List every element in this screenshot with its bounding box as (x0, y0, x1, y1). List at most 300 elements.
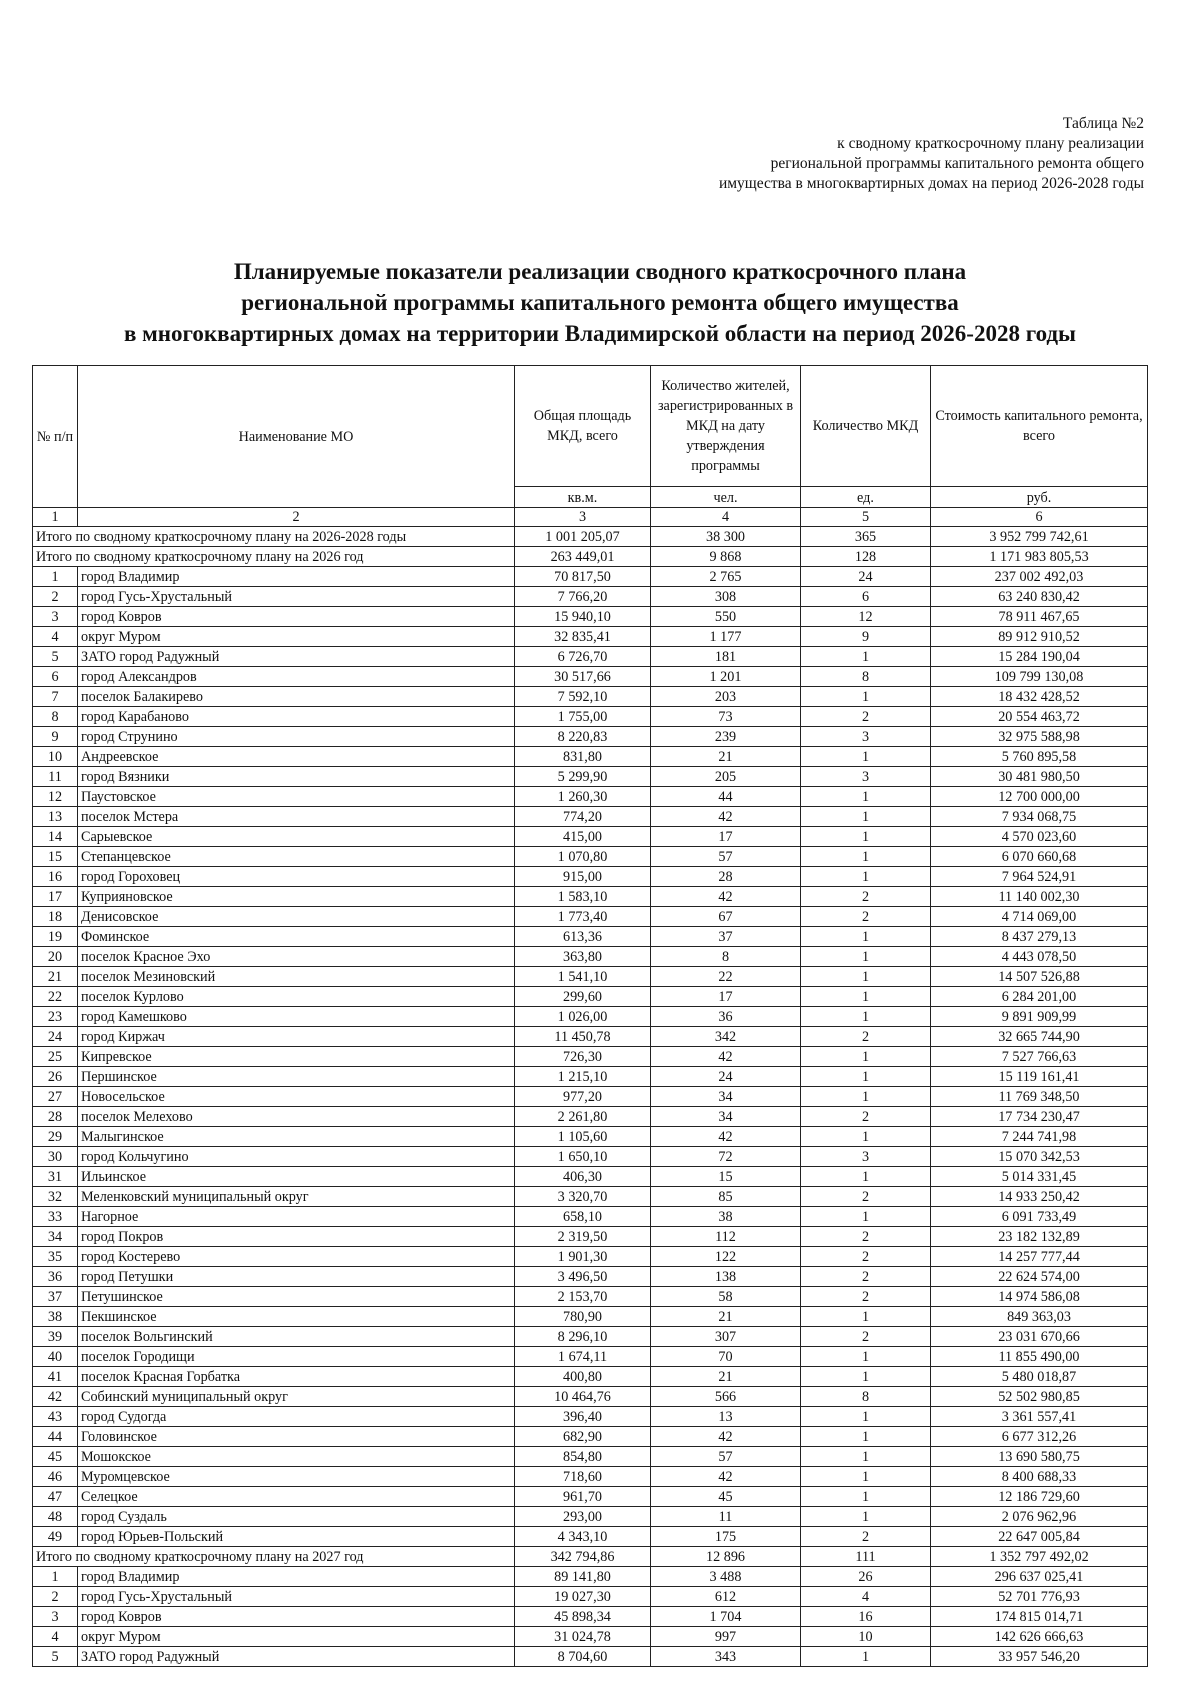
municipality-name: Паустовское (78, 787, 515, 807)
cost-value: 52 502 980,85 (931, 1387, 1148, 1407)
row-number: 23 (33, 1007, 78, 1027)
cost-value: 7 244 741,98 (931, 1127, 1148, 1147)
row-number: 6 (33, 667, 78, 687)
buildings-count-value: 1 (801, 1467, 931, 1487)
buildings-count-value: 1 (801, 1047, 931, 1067)
col-number: 4 (651, 508, 801, 527)
row-number: 43 (33, 1407, 78, 1427)
row-number: 4 (33, 627, 78, 647)
residents-value: 21 (651, 1307, 801, 1327)
residents-value: 36 (651, 1007, 801, 1027)
cost-value: 18 432 428,52 (931, 687, 1148, 707)
residents-value: 44 (651, 787, 801, 807)
area-value: 400,80 (515, 1367, 651, 1387)
residents-value: 57 (651, 1447, 801, 1467)
area-value: 831,80 (515, 747, 651, 767)
row-number: 49 (33, 1527, 78, 1547)
area-value: 7 766,20 (515, 587, 651, 607)
residents-value: 112 (651, 1227, 801, 1247)
appendix-line: к сводному краткосрочному плану реализации (837, 135, 1144, 152)
row-number: 39 (33, 1327, 78, 1347)
buildings-count-value: 12 (801, 607, 931, 627)
table-row (33, 1087, 1148, 1107)
residents-value: 72 (651, 1147, 801, 1167)
unit-residents: чел. (651, 487, 801, 508)
buildings-count-value: 1 (801, 1007, 931, 1027)
area-value: 613,36 (515, 927, 651, 947)
cost-value: 849 363,03 (931, 1307, 1148, 1327)
table-row (33, 1407, 1148, 1427)
table-row (33, 1347, 1148, 1367)
row-number: 14 (33, 827, 78, 847)
buildings-count-value: 1 (801, 827, 931, 847)
row-number: 27 (33, 1087, 78, 1107)
buildings-count-value: 9 (801, 627, 931, 647)
municipality-name: город Струнино (78, 727, 515, 747)
municipality-name: город Гусь-Хрустальный (78, 587, 515, 607)
table-row (33, 1307, 1148, 1327)
buildings-count-value: 2 (801, 1247, 931, 1267)
cost-value: 14 933 250,42 (931, 1187, 1148, 1207)
area-value: 19 027,30 (515, 1587, 651, 1607)
cost-value: 22 647 005,84 (931, 1527, 1148, 1547)
buildings-count-value: 2 (801, 1527, 931, 1547)
row-number: 26 (33, 1067, 78, 1087)
buildings-count-value: 8 (801, 1387, 931, 1407)
municipality-name: город Суздаль (78, 1507, 515, 1527)
row-number: 7 (33, 687, 78, 707)
indicators-table (32, 365, 1148, 1667)
table-row (33, 647, 1148, 667)
buildings-count-value: 4 (801, 1587, 931, 1607)
municipality-name: Сарыевское (78, 827, 515, 847)
area-value: 89 141,80 (515, 1567, 651, 1587)
row-number: 32 (33, 1187, 78, 1207)
buildings-count-value: 1 (801, 747, 931, 767)
table-row (33, 847, 1148, 867)
cost-value: 8 400 688,33 (931, 1467, 1148, 1487)
residents-value: 1 704 (651, 1607, 801, 1627)
residents-value: 122 (651, 1247, 801, 1267)
residents-value: 1 201 (651, 667, 801, 687)
row-number: 15 (33, 847, 78, 867)
municipality-name: город Судогда (78, 1407, 515, 1427)
row-number: 16 (33, 867, 78, 887)
residents-value: 34 (651, 1087, 801, 1107)
residents-value: 11 (651, 1507, 801, 1527)
municipality-name: город Киржач (78, 1027, 515, 1047)
buildings-count-value: 1 (801, 1427, 931, 1447)
residents-value: 22 (651, 967, 801, 987)
municipality-name: поселок Красное Эхо (78, 947, 515, 967)
residents-value: 2 765 (651, 567, 801, 587)
table-row (33, 1107, 1148, 1127)
municipality-name: город Покров (78, 1227, 515, 1247)
cost-value: 63 240 830,42 (931, 587, 1148, 607)
area-value: 1 541,10 (515, 967, 651, 987)
area-value: 8 220,83 (515, 727, 651, 747)
residents-value: 42 (651, 887, 801, 907)
row-number: 45 (33, 1447, 78, 1467)
municipality-name: город Камешково (78, 1007, 515, 1027)
municipality-name: город Юрьев-Польский (78, 1527, 515, 1547)
buildings-count-value: 16 (801, 1607, 931, 1627)
row-number: 12 (33, 787, 78, 807)
buildings-count-value: 2 (801, 1187, 931, 1207)
table-row (33, 787, 1148, 807)
table-row (33, 947, 1148, 967)
municipality-name: поселок Вольгинский (78, 1327, 515, 1347)
area-value: 3 496,50 (515, 1267, 651, 1287)
row-number: 38 (33, 1307, 78, 1327)
buildings-count-value: 128 (801, 547, 931, 567)
table-row (33, 1467, 1148, 1487)
municipality-name: Кипревское (78, 1047, 515, 1067)
area-value: 1 901,30 (515, 1247, 651, 1267)
municipality-name: Головинское (78, 1427, 515, 1447)
table-row (33, 827, 1148, 847)
table-row (33, 1507, 1148, 1527)
col-number: 5 (801, 508, 931, 527)
buildings-count-value: 1 (801, 647, 931, 667)
table-row (33, 807, 1148, 827)
table-row (33, 867, 1148, 887)
municipality-name: город Владимир (78, 1567, 515, 1587)
buildings-count-value: 1 (801, 1407, 931, 1427)
municipality-name: город Костерево (78, 1247, 515, 1267)
municipality-name: город Карабаново (78, 707, 515, 727)
cost-value: 2 076 962,96 (931, 1507, 1148, 1527)
table-row (33, 1127, 1148, 1147)
table-row (33, 1427, 1148, 1447)
buildings-count-value: 2 (801, 1327, 931, 1347)
table-row (33, 1327, 1148, 1347)
municipality-name: поселок Балакирево (78, 687, 515, 707)
table-row (33, 1267, 1148, 1287)
residents-value: 17 (651, 987, 801, 1007)
cost-value: 32 665 744,90 (931, 1027, 1148, 1047)
municipality-name: ЗАТО город Радужный (78, 647, 515, 667)
area-value: 977,20 (515, 1087, 651, 1107)
municipality-name: поселок Мелехово (78, 1107, 515, 1127)
table-row (33, 1387, 1148, 1407)
municipality-name: Андреевское (78, 747, 515, 767)
buildings-count-value: 24 (801, 567, 931, 587)
table-row (33, 707, 1148, 727)
table-row (33, 1207, 1148, 1227)
cost-value: 3 952 799 742,61 (931, 527, 1148, 547)
area-value: 5 299,90 (515, 767, 651, 787)
table-row (33, 1527, 1148, 1547)
area-value: 1 650,10 (515, 1147, 651, 1167)
cost-value: 3 361 557,41 (931, 1407, 1148, 1427)
area-value: 406,30 (515, 1167, 651, 1187)
row-number: 31 (33, 1167, 78, 1187)
document-title (0, 256, 1200, 349)
row-number: 1 (33, 1567, 78, 1587)
total-label: Итого по сводному краткосрочному плану на 2027 год (33, 1547, 515, 1567)
cost-value: 14 974 586,08 (931, 1287, 1148, 1307)
municipality-name: поселок Красная Горбатка (78, 1367, 515, 1387)
row-number: 11 (33, 767, 78, 787)
buildings-count-value: 3 (801, 767, 931, 787)
buildings-count-value: 1 (801, 847, 931, 867)
municipality-name: Мошокское (78, 1447, 515, 1467)
header-cost: Стоимость капитального ремонта, всего (931, 366, 1148, 487)
area-value: 396,40 (515, 1407, 651, 1427)
cost-value: 32 975 588,98 (931, 727, 1148, 747)
table-row (33, 1067, 1148, 1087)
cost-value: 23 182 132,89 (931, 1227, 1148, 1247)
municipality-name: город Александров (78, 667, 515, 687)
area-value: 1 070,80 (515, 847, 651, 867)
residents-value: 37 (651, 927, 801, 947)
buildings-count-value: 2 (801, 887, 931, 907)
area-value: 1 755,00 (515, 707, 651, 727)
unit-count: ед. (801, 487, 931, 508)
cost-value: 5 760 895,58 (931, 747, 1148, 767)
total-row (33, 527, 1148, 547)
municipality-name: поселок Мстера (78, 807, 515, 827)
row-number: 35 (33, 1247, 78, 1267)
municipality-name: Меленковский муниципальный округ (78, 1187, 515, 1207)
cost-value: 8 437 279,13 (931, 927, 1148, 947)
table-row (33, 1487, 1148, 1507)
area-value: 10 464,76 (515, 1387, 651, 1407)
municipality-name: Куприяновское (78, 887, 515, 907)
cost-value: 11 855 490,00 (931, 1347, 1148, 1367)
header-residents: Количество жителей, зарегистрированных в МКД на дату утверждения программы (651, 366, 801, 487)
residents-value: 1 177 (651, 627, 801, 647)
col-number: 6 (931, 508, 1148, 527)
area-value: 658,10 (515, 1207, 651, 1227)
municipality-name: Муромцевское (78, 1467, 515, 1487)
row-number: 47 (33, 1487, 78, 1507)
cost-value: 6 091 733,49 (931, 1207, 1148, 1227)
area-value: 32 835,41 (515, 627, 651, 647)
area-value: 7 592,10 (515, 687, 651, 707)
municipality-name: город Вязники (78, 767, 515, 787)
residents-value: 175 (651, 1527, 801, 1547)
table-row (33, 627, 1148, 647)
buildings-count-value: 3 (801, 727, 931, 747)
area-value: 8 296,10 (515, 1327, 651, 1347)
area-value: 4 343,10 (515, 1527, 651, 1547)
area-value: 30 517,66 (515, 667, 651, 687)
buildings-count-value: 6 (801, 587, 931, 607)
cost-value: 30 481 980,50 (931, 767, 1148, 787)
appendix-line: региональной программы капитального ремонта общего (770, 155, 1144, 172)
area-value: 263 449,01 (515, 547, 651, 567)
buildings-count-value: 1 (801, 1347, 931, 1367)
buildings-count-value: 1 (801, 807, 931, 827)
row-number: 37 (33, 1287, 78, 1307)
row-number: 48 (33, 1507, 78, 1527)
row-number: 18 (33, 907, 78, 927)
residents-value: 138 (651, 1267, 801, 1287)
table-row (33, 887, 1148, 907)
residents-value: 15 (651, 1167, 801, 1187)
area-value: 718,60 (515, 1467, 651, 1487)
buildings-count-value: 2 (801, 1027, 931, 1047)
table-row (33, 1247, 1148, 1267)
municipality-name: округ Муром (78, 627, 515, 647)
row-number: 22 (33, 987, 78, 1007)
area-value: 363,80 (515, 947, 651, 967)
area-value: 3 320,70 (515, 1187, 651, 1207)
row-number: 2 (33, 587, 78, 607)
row-number: 5 (33, 647, 78, 667)
buildings-count-value: 1 (801, 1487, 931, 1507)
municipality-name: Ильинское (78, 1167, 515, 1187)
row-number: 25 (33, 1047, 78, 1067)
municipality-name: Селецкое (78, 1487, 515, 1507)
table-row (33, 1187, 1148, 1207)
row-number: 1 (33, 567, 78, 587)
table-row (33, 1047, 1148, 1067)
residents-value: 9 868 (651, 547, 801, 567)
area-value: 293,00 (515, 1507, 651, 1527)
residents-value: 28 (651, 867, 801, 887)
cost-value: 14 507 526,88 (931, 967, 1148, 987)
municipality-name: ЗАТО город Радужный (78, 1647, 515, 1667)
buildings-count-value: 2 (801, 707, 931, 727)
residents-value: 57 (651, 847, 801, 867)
unit-cost: руб. (931, 487, 1148, 508)
residents-value: 42 (651, 807, 801, 827)
residents-value: 307 (651, 1327, 801, 1347)
area-value: 915,00 (515, 867, 651, 887)
buildings-count-value: 1 (801, 787, 931, 807)
cost-value: 13 690 580,75 (931, 1447, 1148, 1467)
area-value: 2 153,70 (515, 1287, 651, 1307)
area-value: 415,00 (515, 827, 651, 847)
row-number: 29 (33, 1127, 78, 1147)
table-row (33, 747, 1148, 767)
table-row (33, 927, 1148, 947)
area-value: 8 704,60 (515, 1647, 651, 1667)
residents-value: 42 (651, 1127, 801, 1147)
cost-value: 1 352 797 492,02 (931, 1547, 1148, 1567)
cost-value: 109 799 130,08 (931, 667, 1148, 687)
row-number: 20 (33, 947, 78, 967)
residents-value: 13 (651, 1407, 801, 1427)
appendix-line: имущества в многоквартирных домах на период 2026-2028 годы (718, 175, 1144, 192)
residents-value: 73 (651, 707, 801, 727)
cost-value: 4 443 078,50 (931, 947, 1148, 967)
buildings-count-value: 111 (801, 1547, 931, 1567)
area-value: 2 261,80 (515, 1107, 651, 1127)
row-number: 33 (33, 1207, 78, 1227)
buildings-count-value: 1 (801, 1307, 931, 1327)
municipality-name: город Владимир (78, 567, 515, 587)
cost-value: 11 140 002,30 (931, 887, 1148, 907)
municipality-name: город Гороховец (78, 867, 515, 887)
table-row (33, 1647, 1148, 1667)
col-number: 2 (78, 508, 515, 527)
header-count: Количество МКД (801, 366, 931, 487)
residents-value: 203 (651, 687, 801, 707)
table-row (33, 907, 1148, 927)
total-row (33, 547, 1148, 567)
table-row (33, 1147, 1148, 1167)
cost-value: 33 957 546,20 (931, 1647, 1148, 1667)
municipality-name: Петушинское (78, 1287, 515, 1307)
table-row (33, 1447, 1148, 1467)
area-value: 682,90 (515, 1427, 651, 1447)
area-value: 31 024,78 (515, 1627, 651, 1647)
table-row (33, 1287, 1148, 1307)
cost-value: 4 570 023,60 (931, 827, 1148, 847)
buildings-count-value: 1 (801, 1087, 931, 1107)
buildings-count-value: 365 (801, 527, 931, 547)
residents-value: 12 896 (651, 1547, 801, 1567)
row-number: 5 (33, 1647, 78, 1667)
area-value: 774,20 (515, 807, 651, 827)
residents-value: 58 (651, 1287, 801, 1307)
municipality-name: город Гусь-Хрустальный (78, 1587, 515, 1607)
table-row (33, 1227, 1148, 1247)
buildings-count-value: 8 (801, 667, 931, 687)
area-value: 1 674,11 (515, 1347, 651, 1367)
unit-area: кв.м. (515, 487, 651, 508)
table-row (33, 967, 1148, 987)
area-value: 1 583,10 (515, 887, 651, 907)
row-number: 44 (33, 1427, 78, 1447)
area-value: 1 026,00 (515, 1007, 651, 1027)
municipality-name: Малыгинское (78, 1127, 515, 1147)
municipality-name: Фоминское (78, 927, 515, 947)
table-row (33, 687, 1148, 707)
cost-value: 52 701 776,93 (931, 1587, 1148, 1607)
total-label: Итого по сводному краткосрочному плану на 2026-2028 годы (33, 527, 515, 547)
cost-value: 174 815 014,71 (931, 1607, 1148, 1627)
row-number: 2 (33, 1587, 78, 1607)
buildings-count-value: 1 (801, 1647, 931, 1667)
residents-value: 42 (651, 1427, 801, 1447)
row-number: 13 (33, 807, 78, 827)
buildings-count-value: 2 (801, 1267, 931, 1287)
table-body (33, 527, 1148, 1667)
area-value: 1 001 205,07 (515, 527, 651, 547)
area-value: 780,90 (515, 1307, 651, 1327)
residents-value: 45 (651, 1487, 801, 1507)
buildings-count-value: 1 (801, 867, 931, 887)
municipality-name: Собинский муниципальный округ (78, 1387, 515, 1407)
residents-value: 85 (651, 1187, 801, 1207)
total-row (33, 1547, 1148, 1567)
buildings-count-value: 2 (801, 1107, 931, 1127)
area-value: 11 450,78 (515, 1027, 651, 1047)
cost-value: 6 677 312,26 (931, 1427, 1148, 1447)
buildings-count-value: 1 (801, 1507, 931, 1527)
buildings-count-value: 26 (801, 1567, 931, 1587)
cost-value: 237 002 492,03 (931, 567, 1148, 587)
row-number: 3 (33, 607, 78, 627)
buildings-count-value: 1 (801, 987, 931, 1007)
cost-value: 6 070 660,68 (931, 847, 1148, 867)
table-row (33, 667, 1148, 687)
row-number: 19 (33, 927, 78, 947)
row-number: 30 (33, 1147, 78, 1167)
title-line: в многоквартирных домах на территории Владимирской области на период 2026-2028 годы (123, 321, 1077, 346)
cost-value: 9 891 909,99 (931, 1007, 1148, 1027)
residents-value: 205 (651, 767, 801, 787)
buildings-count-value: 3 (801, 1147, 931, 1167)
table-row (33, 1627, 1148, 1647)
residents-value: 42 (651, 1047, 801, 1067)
row-number: 3 (33, 1607, 78, 1627)
